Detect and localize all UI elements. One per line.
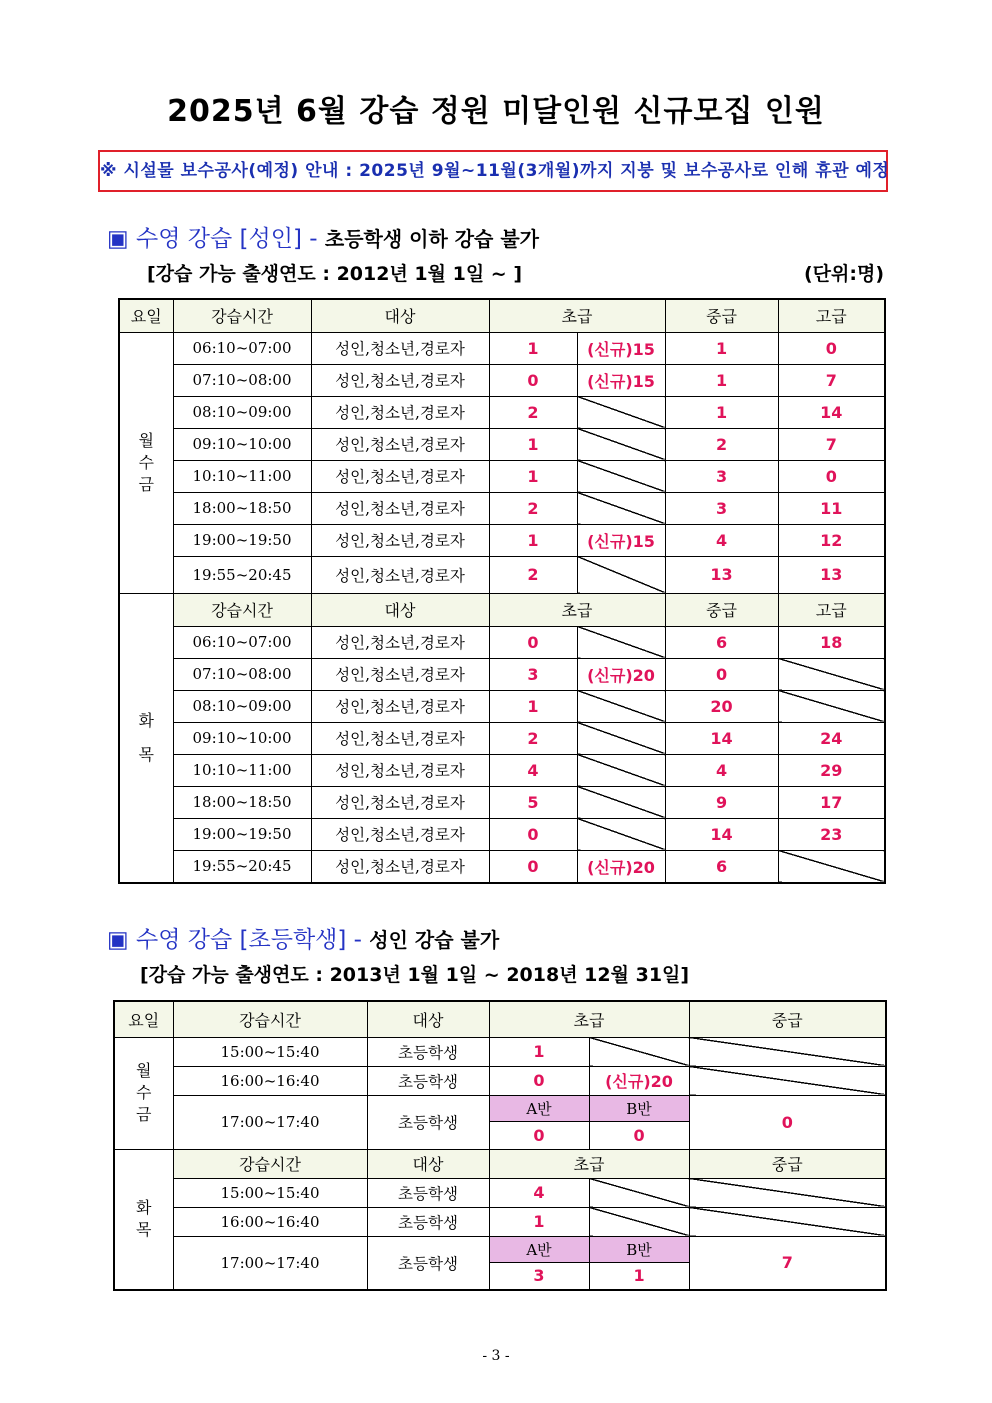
empty-slash-cell (689, 1207, 886, 1236)
header-time: 강습시간 (173, 299, 311, 332)
new-recruit-count: (신규)15 (577, 332, 665, 364)
header-beginner: 초급 (489, 1149, 689, 1178)
kids-section-heading (107, 921, 499, 954)
class-target: 성인,청소년,경로자 (311, 460, 489, 492)
intermediate-count: 3 (665, 492, 778, 524)
split-class-row (114, 1095, 886, 1121)
class-target: 성인,청소년,경로자 (311, 850, 489, 883)
header-advanced: 고급 (778, 593, 885, 626)
class-time: 15:00~15:40 (173, 1178, 367, 1207)
class-a-label: A반 (489, 1236, 589, 1262)
intermediate-count: 1 (665, 396, 778, 428)
class-a-count: 0 (489, 1121, 589, 1149)
table-row (119, 396, 885, 428)
header-advanced: 고급 (778, 299, 885, 332)
empty-slash-cell (577, 754, 665, 786)
beginner-count: 4 (489, 754, 577, 786)
class-time: 09:10~10:00 (173, 722, 311, 754)
advanced-count: 7 (778, 364, 885, 396)
beginner-count: 1 (489, 524, 577, 556)
empty-slash-cell (689, 1037, 886, 1066)
empty-slash-cell (577, 396, 665, 428)
header-intermediate: 중급 (689, 1149, 886, 1178)
intermediate-count: 1 (665, 364, 778, 396)
class-time: 19:00~19:50 (173, 818, 311, 850)
beginner-count: 0 (489, 364, 577, 396)
beginner-count: 2 (489, 722, 577, 754)
intermediate-count: 4 (665, 754, 778, 786)
square-bullet-icon: ▣ (107, 927, 129, 953)
class-target: 성인,청소년,경로자 (311, 786, 489, 818)
class-time: 16:00~16:40 (173, 1207, 367, 1236)
class-a-label: A반 (489, 1095, 589, 1121)
header-beginner: 초급 (489, 299, 665, 332)
table-row (114, 1178, 886, 1207)
intermediate-count: 6 (665, 626, 778, 658)
advanced-count: 7 (778, 428, 885, 460)
header-row (114, 1001, 886, 1037)
table-row (119, 492, 885, 524)
header-time: 강습시간 (173, 1149, 367, 1178)
header-time: 강습시간 (173, 593, 311, 626)
class-target: 성인,청소년,경로자 (311, 754, 489, 786)
empty-slash-cell (589, 1178, 689, 1207)
table-row (119, 364, 885, 396)
new-recruit-count: (신규)20 (577, 658, 665, 690)
adult-section-name: 수영 강습 [성인] (136, 226, 302, 252)
class-target: 성인,청소년,경로자 (311, 556, 489, 593)
class-time: 19:00~19:50 (173, 524, 311, 556)
beginner-count: 5 (489, 786, 577, 818)
advanced-count: 14 (778, 396, 885, 428)
table-row (119, 690, 885, 722)
intermediate-count: 2 (665, 428, 778, 460)
table-row (119, 556, 885, 593)
table-row (119, 786, 885, 818)
class-time: 18:00~18:50 (173, 492, 311, 524)
class-target: 초등학생 (367, 1207, 489, 1236)
intermediate-count: 14 (665, 722, 778, 754)
beginner-count: 1 (489, 1207, 589, 1236)
advanced-count: 13 (778, 556, 885, 593)
beginner-count: 4 (489, 1178, 589, 1207)
class-time: 07:10~08:00 (173, 658, 311, 690)
beginner-count: 0 (489, 626, 577, 658)
class-time: 06:10~07:00 (173, 332, 311, 364)
table-row (119, 460, 885, 492)
class-target: 초등학생 (367, 1178, 489, 1207)
class-b-count: 0 (589, 1121, 689, 1149)
heading-dash: - (353, 927, 362, 953)
table-row (119, 722, 885, 754)
class-time: 17:00~17:40 (173, 1095, 367, 1149)
header-day: 요일 (119, 299, 173, 332)
kids-schedule-table (113, 1000, 887, 1291)
class-time: 16:00~16:40 (173, 1066, 367, 1095)
empty-slash-cell (778, 850, 885, 883)
class-time: 09:10~10:00 (173, 428, 311, 460)
empty-slash-cell (577, 722, 665, 754)
header-time: 강습시간 (173, 1001, 367, 1037)
empty-slash-cell (577, 626, 665, 658)
class-target: 성인,청소년,경로자 (311, 364, 489, 396)
intermediate-count: 13 (665, 556, 778, 593)
class-target: 초등학생 (367, 1037, 489, 1066)
header-day: 요일 (114, 1001, 173, 1037)
table-row (119, 428, 885, 460)
class-target: 초등학생 (367, 1095, 489, 1149)
new-recruit-count: (신규)20 (589, 1066, 689, 1095)
new-recruit-count: (신규)15 (577, 364, 665, 396)
adult-schedule-table (118, 298, 886, 884)
class-time: 10:10~11:00 (173, 754, 311, 786)
split-class-row (114, 1236, 886, 1262)
beginner-count: 2 (489, 492, 577, 524)
kids-section-name: 수영 강습 [초등학생] (136, 927, 347, 953)
new-recruit-count: (신규)15 (577, 524, 665, 556)
empty-slash-cell (577, 690, 665, 722)
empty-slash-cell (778, 658, 885, 690)
intermediate-count: 14 (665, 818, 778, 850)
class-target: 초등학생 (367, 1066, 489, 1095)
closure-notice: ※ 시설물 보수공사(예정) 안내 : 2025년 9월~11월(3개월)까지 지붕 및 보수공사로 인해 휴관 예정 (98, 150, 888, 192)
advanced-count: 23 (778, 818, 885, 850)
table-row (119, 850, 885, 883)
beginner-count: 1 (489, 332, 577, 364)
header-beginner: 초급 (489, 1001, 689, 1037)
header-row (114, 1149, 886, 1178)
adult-section-heading (107, 220, 539, 253)
intermediate-count: 0 (665, 658, 778, 690)
page-title: 2025년 6월 강습 정원 미달인원 신규모집 인원 (167, 94, 825, 129)
advanced-count: 0 (778, 460, 885, 492)
beginner-count: 3 (489, 658, 577, 690)
intermediate-count: 3 (665, 460, 778, 492)
header-target: 대상 (311, 593, 489, 626)
adult-birth-range: [강습 가능 출생연도 : 2012년 1월 1일 ~ ] (147, 263, 523, 285)
class-target: 성인,청소년,경로자 (311, 658, 489, 690)
class-time: 18:00~18:50 (173, 786, 311, 818)
advanced-count: 24 (778, 722, 885, 754)
intermediate-count: 9 (665, 786, 778, 818)
table-row (119, 754, 885, 786)
empty-slash-cell (577, 492, 665, 524)
beginner-count: 1 (489, 428, 577, 460)
class-target: 성인,청소년,경로자 (311, 722, 489, 754)
class-time: 08:10~09:00 (173, 690, 311, 722)
beginner-count: 1 (489, 690, 577, 722)
table-row (119, 524, 885, 556)
unit-label: (단위:명) (803, 263, 884, 285)
class-target: 성인,청소년,경로자 (311, 396, 489, 428)
table-row (119, 658, 885, 690)
class-time: 15:00~15:40 (173, 1037, 367, 1066)
empty-slash-cell (689, 1066, 886, 1095)
advanced-count: 18 (778, 626, 885, 658)
class-time: 07:10~08:00 (173, 364, 311, 396)
beginner-count: 1 (489, 1037, 589, 1066)
intermediate-count: 4 (665, 524, 778, 556)
intermediate-count: 20 (665, 690, 778, 722)
empty-slash-cell (577, 556, 665, 593)
class-time: 06:10~07:00 (173, 626, 311, 658)
class-b-label: B반 (589, 1236, 689, 1262)
class-target: 성인,청소년,경로자 (311, 492, 489, 524)
header-intermediate: 중급 (689, 1001, 886, 1037)
header-target: 대상 (367, 1001, 489, 1037)
square-bullet-icon: ▣ (107, 226, 129, 252)
header-target: 대상 (311, 299, 489, 332)
intermediate-count: 1 (665, 332, 778, 364)
class-target: 성인,청소년,경로자 (311, 626, 489, 658)
beginner-count: 0 (489, 1066, 589, 1095)
page-number: - 3 - (482, 1348, 510, 1364)
table-row (114, 1207, 886, 1236)
class-time: 19:55~20:45 (173, 556, 311, 593)
class-time: 08:10~09:00 (173, 396, 311, 428)
beginner-count: 2 (489, 396, 577, 428)
class-b-count: 1 (589, 1262, 689, 1290)
empty-slash-cell (577, 428, 665, 460)
advanced-count: 17 (778, 786, 885, 818)
day-cell: 화목 (114, 1149, 173, 1290)
day-cell: 화목 (119, 593, 173, 883)
class-target: 성인,청소년,경로자 (311, 428, 489, 460)
class-a-count: 3 (489, 1262, 589, 1290)
header-target: 대상 (367, 1149, 489, 1178)
empty-slash-cell (589, 1037, 689, 1066)
empty-slash-cell (689, 1178, 886, 1207)
day-cell: 월수금 (114, 1037, 173, 1149)
class-time: 17:00~17:40 (173, 1236, 367, 1290)
header-beginner: 초급 (489, 593, 665, 626)
class-target: 성인,청소년,경로자 (311, 332, 489, 364)
kids-section-note: 성인 강습 불가 (369, 928, 500, 952)
class-target: 성인,청소년,경로자 (311, 524, 489, 556)
class-target: 성인,청소년,경로자 (311, 690, 489, 722)
class-target: 성인,청소년,경로자 (311, 818, 489, 850)
class-b-label: B반 (589, 1095, 689, 1121)
beginner-count: 2 (489, 556, 577, 593)
table-row (119, 626, 885, 658)
header-row (119, 299, 885, 332)
advanced-count: 29 (778, 754, 885, 786)
heading-dash: - (309, 226, 318, 252)
advanced-count: 0 (778, 332, 885, 364)
empty-slash-cell (577, 818, 665, 850)
empty-slash-cell (778, 690, 885, 722)
class-target: 초등학생 (367, 1236, 489, 1290)
intermediate-count: 7 (689, 1236, 886, 1290)
header-row (119, 593, 885, 626)
header-intermediate: 중급 (665, 299, 778, 332)
beginner-count: 0 (489, 818, 577, 850)
class-time: 10:10~11:00 (173, 460, 311, 492)
intermediate-count: 0 (689, 1095, 886, 1149)
new-recruit-count: (신규)20 (577, 850, 665, 883)
advanced-count: 11 (778, 492, 885, 524)
header-intermediate: 중급 (665, 593, 778, 626)
table-row (119, 818, 885, 850)
day-cell: 월수금 (119, 332, 173, 593)
table-row (114, 1066, 886, 1095)
adult-section-note: 초등학생 이하 강습 불가 (324, 227, 539, 251)
intermediate-count: 6 (665, 850, 778, 883)
kids-birth-range: [강습 가능 출생연도 : 2013년 1월 1일 ~ 2018년 12월 31일] (140, 964, 690, 986)
empty-slash-cell (577, 786, 665, 818)
beginner-count: 0 (489, 850, 577, 883)
empty-slash-cell (577, 460, 665, 492)
table-row (119, 332, 885, 364)
beginner-count: 1 (489, 460, 577, 492)
class-time: 19:55~20:45 (173, 850, 311, 883)
empty-slash-cell (589, 1207, 689, 1236)
advanced-count: 12 (778, 524, 885, 556)
table-row (114, 1037, 886, 1066)
